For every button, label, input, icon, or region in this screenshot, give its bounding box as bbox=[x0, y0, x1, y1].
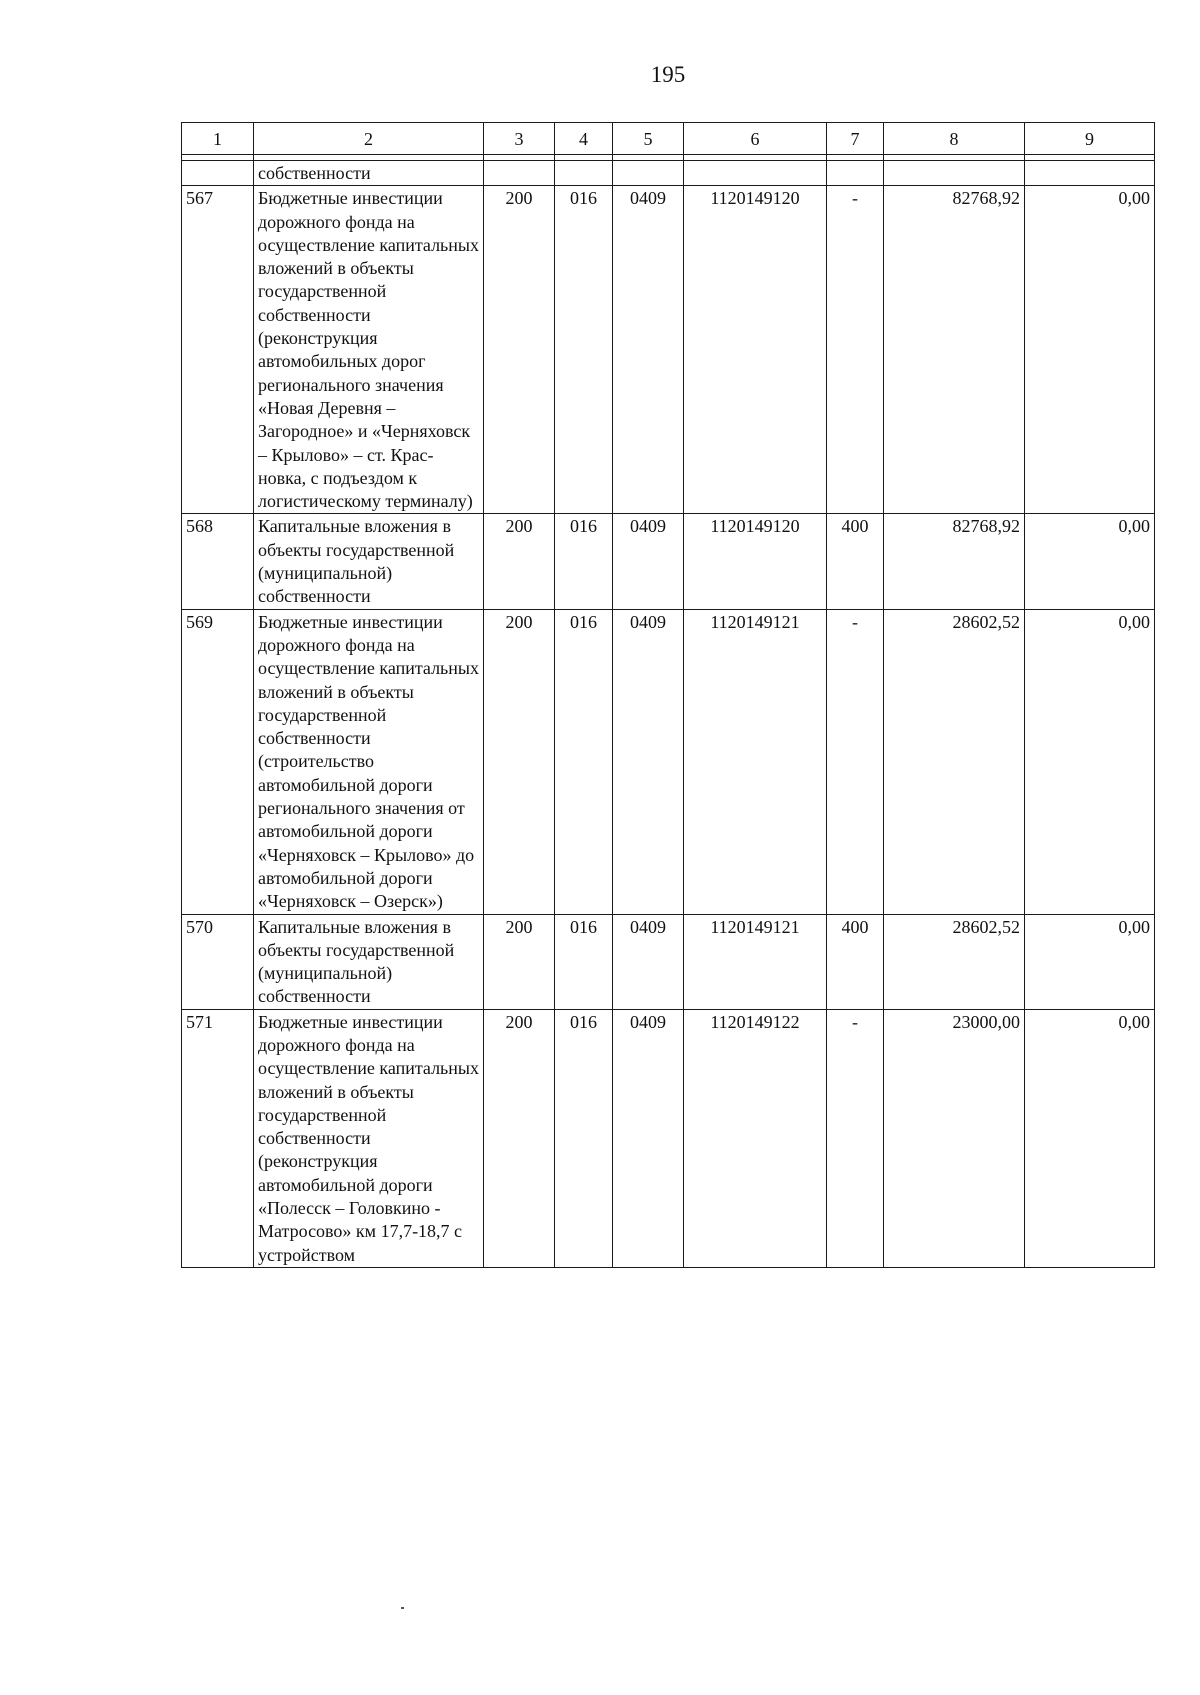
page-number: 195 bbox=[650, 62, 686, 87]
cell-index: 569 bbox=[182, 609, 254, 914]
table-row-570 bbox=[182, 914, 1155, 1009]
cell-index: 571 bbox=[182, 1009, 254, 1267]
header-cell-9: 9 bbox=[1025, 123, 1155, 155]
cell-col8: 28602,52 bbox=[884, 914, 1025, 1009]
header-cell-5: 5 bbox=[613, 123, 684, 155]
cell-col6: 1120149120 bbox=[684, 186, 827, 514]
cell-col4 bbox=[555, 161, 613, 186]
header-cell-2: 2 bbox=[254, 123, 484, 155]
budget-table bbox=[181, 122, 1155, 1268]
cell-col6: 1120149120 bbox=[684, 514, 827, 609]
cell-col3: 200 bbox=[484, 914, 555, 1009]
cell-col7: 400 bbox=[827, 514, 884, 609]
table-row-569 bbox=[182, 609, 1155, 914]
header-cell-7: 7 bbox=[827, 123, 884, 155]
cell-col7: 400 bbox=[827, 914, 884, 1009]
table-row-568 bbox=[182, 514, 1155, 609]
header-cell-3: 3 bbox=[484, 123, 555, 155]
cell-index: 570 bbox=[182, 914, 254, 1009]
header-cell-4: 4 bbox=[555, 123, 613, 155]
scan-speck bbox=[401, 1607, 404, 1609]
cell-col4: 016 bbox=[555, 1009, 613, 1267]
cell-index: 567 bbox=[182, 186, 254, 514]
cell-col4: 016 bbox=[555, 609, 613, 914]
cell-col4: 016 bbox=[555, 514, 613, 609]
cell-col8: 82768,92 bbox=[884, 186, 1025, 514]
cell-col6 bbox=[684, 161, 827, 186]
cell-description: Капитальные вложения в объекты государственной (муниципальной) собственности bbox=[254, 914, 484, 1009]
cell-col3: 200 bbox=[484, 186, 555, 514]
cell-col9 bbox=[1025, 161, 1155, 186]
cell-col7 bbox=[827, 161, 884, 186]
cell-description: Бюджетные инвестиции дорожного фонда на осуществление капитальных вложений в объекты государственной собственности (реконструкция автомобильных дорог регионального значения «Новая Деревня – Загородное» и «Черняховск – Крылово» – ст. Крас-новка, с подъездом к логистическому терминалу) bbox=[254, 186, 484, 514]
header-cell-6: 6 bbox=[684, 123, 827, 155]
cell-description: Бюджетные инвестиции дорожного фонда на осуществление капитальных вложений в объекты государственной собственности (реконструкция автомобильной дороги «Полесск – Головкино - Матросово» км 17,7-18,7 с устройством bbox=[254, 1009, 484, 1267]
cell-col8: 28602,52 bbox=[884, 609, 1025, 914]
cell-col4: 016 bbox=[555, 914, 613, 1009]
cell-col9: 0,00 bbox=[1025, 1009, 1155, 1267]
cell-col5: 0409 bbox=[613, 1009, 684, 1267]
cell-description: Капитальные вложения в объекты государственной (муниципальной) собственности bbox=[254, 514, 484, 609]
cell-col3: 200 bbox=[484, 514, 555, 609]
cell-col9: 0,00 bbox=[1025, 914, 1155, 1009]
cell-col6: 1120149121 bbox=[684, 914, 827, 1009]
cell-col7: - bbox=[827, 1009, 884, 1267]
cell-col6: 1120149121 bbox=[684, 609, 827, 914]
cell-col9: 0,00 bbox=[1025, 186, 1155, 514]
cell-col8: 23000,00 bbox=[884, 1009, 1025, 1267]
continuation-row bbox=[182, 161, 1155, 186]
cell-index bbox=[182, 161, 254, 186]
table-row-571 bbox=[182, 1009, 1155, 1267]
cell-col9: 0,00 bbox=[1025, 609, 1155, 914]
header-cell-1: 1 bbox=[182, 123, 254, 155]
cell-col4: 016 bbox=[555, 186, 613, 514]
cell-col5: 0409 bbox=[613, 514, 684, 609]
cell-col3: 200 bbox=[484, 1009, 555, 1267]
cell-index: 568 bbox=[182, 514, 254, 609]
cell-col5: 0409 bbox=[613, 186, 684, 514]
cell-col3: 200 bbox=[484, 609, 555, 914]
cell-col9: 0,00 bbox=[1025, 514, 1155, 609]
header-cell-8: 8 bbox=[884, 123, 1025, 155]
column-number-header bbox=[182, 123, 1155, 155]
cell-col5 bbox=[613, 161, 684, 186]
cell-col5: 0409 bbox=[613, 914, 684, 1009]
cell-description: Бюджетные инвестиции дорожного фонда на осуществление капитальных вложений в объекты государственной собственности (строительство автомобильной дороги регионального значения от автомобильной дороги «Черняховск – Крылово» до автомобильной дороги «Черняховск – Озерск») bbox=[254, 609, 484, 914]
cell-col7: - bbox=[827, 186, 884, 514]
cell-col6: 1120149122 bbox=[684, 1009, 827, 1267]
cell-col3 bbox=[484, 161, 555, 186]
cell-col5: 0409 bbox=[613, 609, 684, 914]
cell-description: собственности bbox=[254, 161, 484, 186]
table-row-567 bbox=[182, 186, 1155, 514]
cell-col7: - bbox=[827, 609, 884, 914]
cell-col8: 82768,92 bbox=[884, 514, 1025, 609]
cell-col8 bbox=[884, 161, 1025, 186]
